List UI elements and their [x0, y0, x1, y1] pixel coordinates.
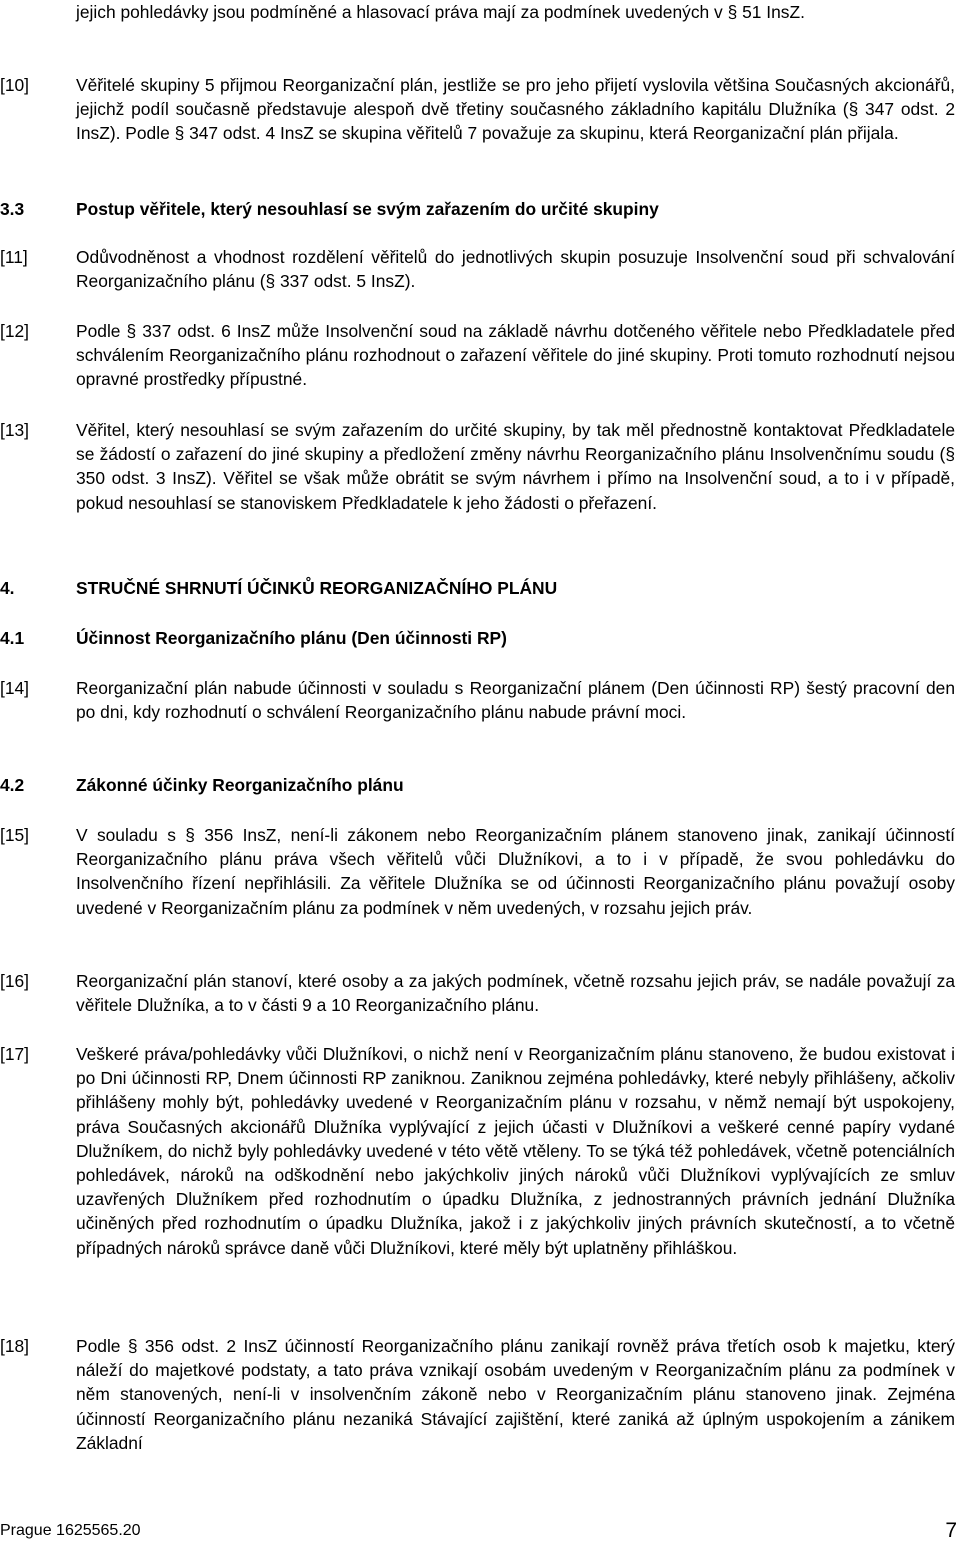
- footer-page-number: 7: [945, 1519, 957, 1542]
- paragraph-number: [11]: [0, 247, 28, 267]
- paragraph-number: [15]: [0, 825, 30, 845]
- section-title: STRUČNÉ SHRNUTÍ ÚČINKŮ REORGANIZAČNÍHO PLÁNU: [76, 578, 558, 598]
- paragraph-text: Reorganizační plán stanoví, které osoby a za jakých podmínek, včetně rozsahu jejich práv, se nadále považují za věřitele Dlužníka, a to v části 9 a 10 Reorganizačního plánu.: [76, 971, 955, 1016]
- paragraph-text: jejich pohledávky jsou podmíněné a hlasovací práva mají za podmínek uvedených v § 51 InsZ.: [76, 2, 805, 22]
- paragraph-number: [18]: [0, 1336, 30, 1356]
- section-number: 3.3: [0, 199, 25, 219]
- paragraph-number: [14]: [0, 678, 30, 698]
- section-title: Zákonné účinky Reorganizačního plánu: [76, 775, 404, 795]
- section-number: 4.1: [0, 628, 25, 648]
- paragraph-number: [13]: [0, 420, 30, 440]
- paragraph-text: Podle § 337 odst. 6 InsZ může Insolvenční soud na základě návrhu dotčeného věřitele nebo Předkladatele před schválením Reorganizačního plánu rozhodnout o zařazení věřitele do jiné skupiny. Proti tomuto rozhodnutí nejsou opravné prostředky přípustné.: [76, 321, 955, 390]
- paragraph-number: [17]: [0, 1044, 30, 1064]
- paragraph-number: [10]: [0, 75, 30, 95]
- paragraph-number: [12]: [0, 321, 30, 341]
- section-title: Postup věřitele, který nesouhlasí se svým zařazením do určité skupiny: [76, 199, 659, 219]
- paragraph-text: V souladu s § 356 InsZ, není-li zákonem nebo Reorganizačním plánem stanoveno jinak, zanikají účinností Reorganizačního plánu práva všech věřitelů vůči Dlužníkovi, a to i v případě, že svou pohledávku do Insolvenčního řízení nepřihlásili. Za věřitele Dlužníka se od účinnosti Reorganizačního plánu považují osoby uvedené v Reorganizačním plánu za podmínek v něm uvedených, v rozsahu jejich práv.: [76, 825, 955, 918]
- paragraph-text: Odůvodněnost a vhodnost rozdělení věřitelů do jednotlivých skupin posuzuje Insolvenční soud při schvalování Reorganizačního plánu (§ 337 odst. 5 InsZ).: [76, 247, 955, 292]
- paragraph-text: Podle § 356 odst. 2 InsZ účinností Reorganizačního plánu zanikají rovněž práva třetích osob k majetku, který náleží do majetkové podstaty, a tato práva vznikají osobám uvedeným v Reorganizačním plánu za podmínek v něm stanovených, není-li v insolvenčním zákoně nebo v Reorganizačním plánu stanoveno jinak. Zejména účinností Reorganizačního plánu nezaniká Stávající zajištění, které zaniká až úplným uspokojením a zánikem Základní: [76, 1336, 955, 1453]
- section-number: 4.: [0, 578, 15, 598]
- paragraph-number: [16]: [0, 971, 30, 991]
- paragraph-text: Věřitelé skupiny 5 přijmou Reorganizační plán, jestliže se pro jeho přijetí vyslovila většina Současných akcionářů, jejichž podíl současně představuje alespoň dvě třetiny současného základního kapitálu Dlužníka (§ 347 odst. 2 InsZ). Podle § 347 odst. 4 InsZ se skupina věřitelů 7 považuje za skupinu, která Reorganizační plán přijala.: [76, 75, 955, 144]
- paragraph-text: Reorganizační plán nabude účinnosti v souladu s Reorganizační plánem (Den účinnosti RP) šestý pracovní den po dni, kdy rozhodnutí o schválení Reorganizačního plánu nabude právní moci.: [76, 678, 955, 723]
- paragraph-text: Veškeré práva/pohledávky vůči Dlužníkovi, o nichž není v Reorganizačním plánu stanoveno, že budou existovat i po Dni účinnosti RP, Dnem účinnosti RP zaniknou. Zaniknou zejména pohledávky, které nebyly přihlášeny, ačkoliv přihlášeny mohly být, pohledávky uvedené v Reorganizačním plánu v rozsahu, v němž nemají být uspokojeny, práva Současných akcionářů Dlužníka vyplývající z jejich účasti v Dlužníkovi a veškeré cenné papíry vydané Dlužníkem, do nichž byly pohledávky uvedené v této větě vtěleny. To se týká též pohledávek, včetně potenciálních pohledávek, nároků na odškodnění nebo jakýchkoliv jiných nároků vůči Dlužníkovi vyplývajících ze smluv uzavřených Dlužníkem před rozhodnutím o úpadku Dlužníka, z jednostranných právních jednání Dlužníka učiněných před rozhodnutím o úpadku Dlužníka, jakož i z jakýchkoliv jiných právních skutečností, a to včetně případných nároků správce daně vůči Dlužníkovi, které měly být uplatněny přihláškou.: [76, 1044, 955, 1258]
- section-number: 4.2: [0, 775, 25, 795]
- section-title: Účinnost Reorganizačního plánu (Den účinnosti RP): [76, 628, 507, 648]
- paragraph-text: Věřitel, který nesouhlasí se svým zařazením do určité skupiny, by tak měl přednostně kontaktovat Předkladatele se žádostí o zařazení do jiné skupiny a předložení změny návrhu Reorganizačního plánu Insolvenčnímu soudu (§ 350 odst. 3 InsZ). Věřitel se však může obrátit se svým návrhem i přímo na Insolvenční soud, a to i v případě, pokud nesouhlasí se stanoviskem Předkladatele k jeho žádosti o přeřazení.: [76, 420, 955, 513]
- footer-document-reference: Prague 1625565.20: [0, 1522, 141, 1539]
